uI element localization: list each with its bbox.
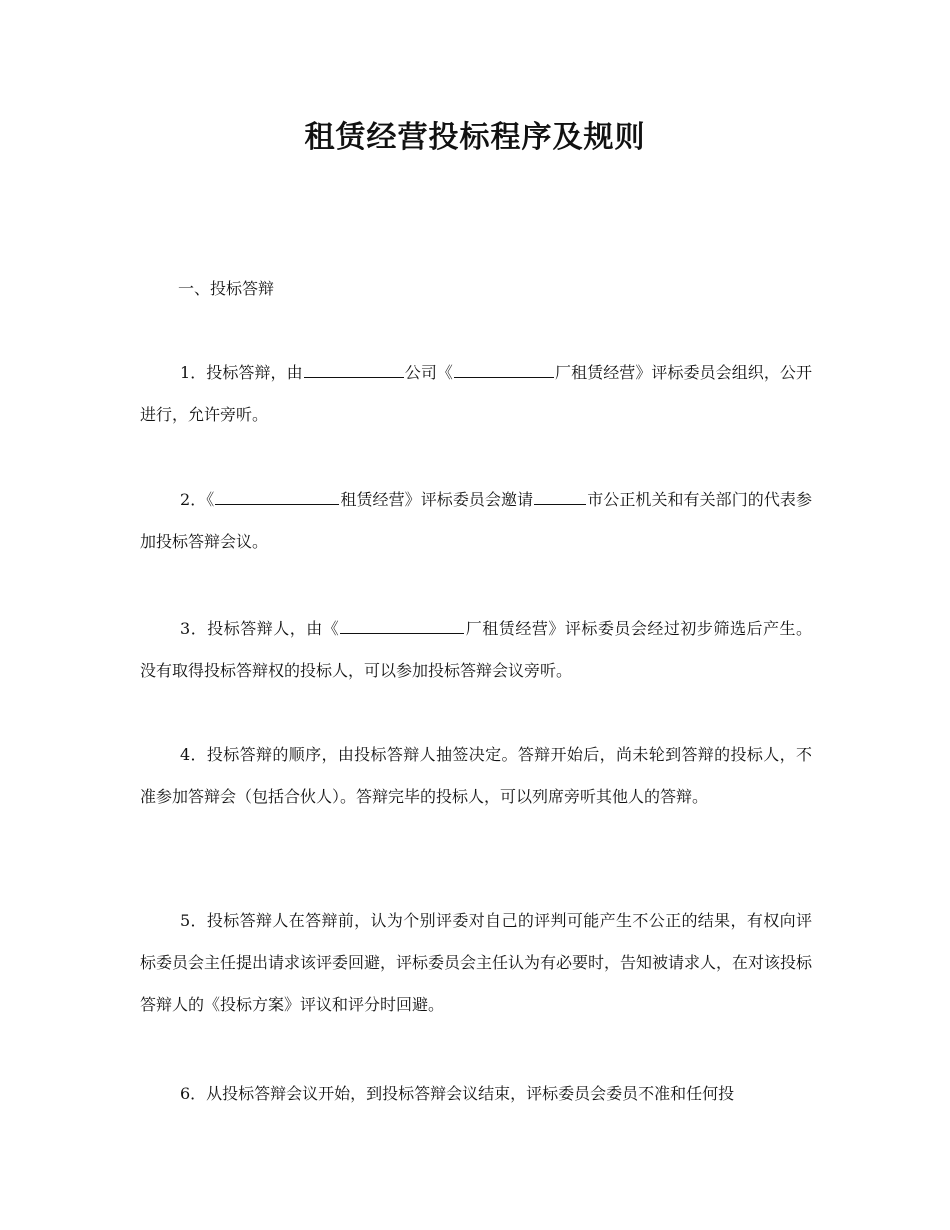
fill-in-blank (215, 486, 339, 505)
paragraph-1-text-c: 厂租赁经营》评标委员会组织，公开进行，允许旁听。 (140, 363, 812, 424)
paragraph-1 (140, 352, 812, 436)
paragraph-1-text-b: 公司《 (404, 363, 453, 382)
fill-in-blank (534, 486, 586, 505)
fill-in-blank (454, 359, 554, 378)
paragraph-6: 6．从投标答辩会议开始，到投标答辩会议结束，评标委员会委员不准和任何投 (180, 1084, 735, 1103)
document-title: 租赁经营投标程序及规则 (304, 120, 646, 155)
paragraph-3-text-b: 厂租赁经营》评标委员会经过初步筛选后产生。没有取得投标答辩权的投标人，可以参加投标答辩会议旁听。 (140, 619, 812, 680)
paragraph-3-text-a: 3．投标答辩人，由《 (180, 619, 340, 638)
fill-in-blank (304, 359, 404, 378)
section-heading: 一、投标答辩 (178, 279, 275, 298)
paragraph-3 (140, 608, 812, 692)
paragraph-2-text-b: 租赁经营》评标委员会邀请 (340, 490, 534, 509)
paragraph-2 (140, 479, 812, 563)
paragraph-4: 4．投标答辩的顺序，由投标答辩人抽签决定。答辩开始后，尚未轮到答辩的投标人，不准参加答辩会（包括合伙人）。答辩完毕的投标人，可以列席旁听其他人的答辩。 (140, 745, 812, 806)
fill-in-blank (340, 615, 464, 634)
paragraph-2-text-c: 市公正机关和有关部门的代表参加投标答辩会议。 (140, 490, 812, 551)
paragraph-1-text-a: 1．投标答辩，由 (180, 363, 303, 382)
paragraph-5: 5．投标答辩人在答辩前，认为个别评委对自己的评判可能产生不公正的结果，有权向评标委员会主任提出请求该评委回避，评标委员会主任认为有必要时，告知被请求人，在对该投标答辩人的《投标方案》评议和评分时回避。 (140, 911, 813, 1014)
paragraph-2-text-a: 2．《 (180, 490, 215, 509)
